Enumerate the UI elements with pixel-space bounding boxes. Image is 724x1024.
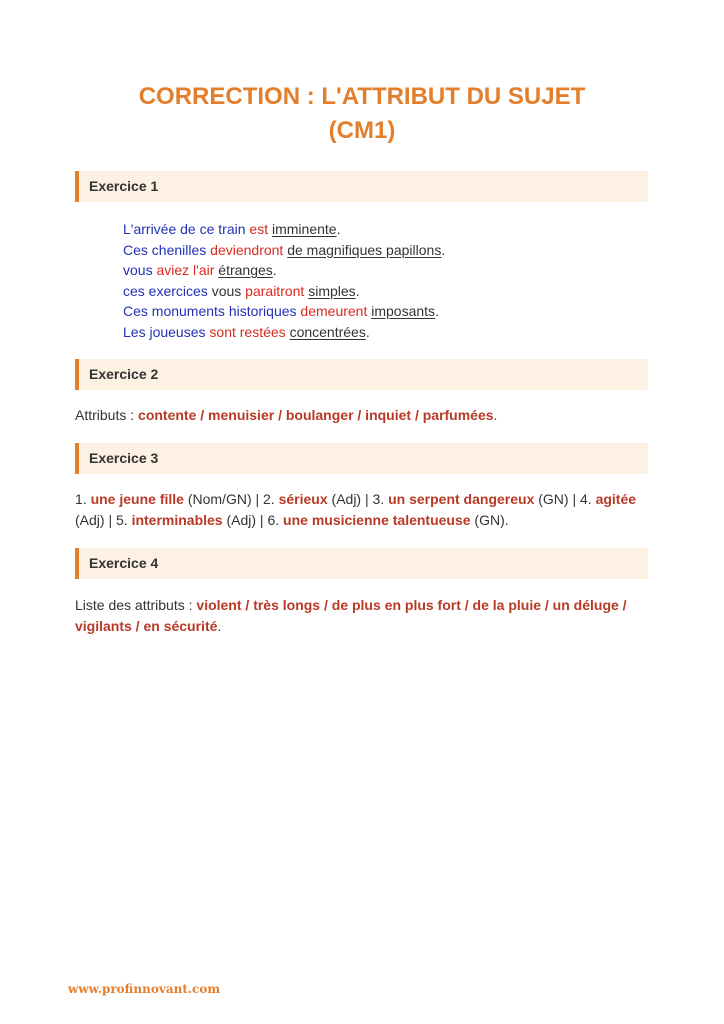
sentence-verb: paraitront	[245, 282, 305, 299]
exercise-4-header	[75, 548, 648, 579]
sentence-line	[123, 260, 445, 281]
item-tag: (GN).	[470, 512, 509, 528]
page-title	[60, 80, 664, 148]
exercise-4-heading: Exercice 4	[89, 555, 159, 571]
exercise-1-heading: Exercice 1	[89, 178, 159, 194]
item-answer: une jeune fille	[90, 491, 184, 507]
sentence-verb: deviendront	[210, 241, 284, 258]
item-number: 3.	[372, 491, 389, 507]
sentence-subject: Ces chenilles	[123, 241, 207, 258]
item-tag: (Adj) |	[222, 512, 268, 528]
sentence-line	[123, 322, 445, 343]
exercise-1-header	[75, 171, 648, 202]
sentence-line	[123, 240, 445, 261]
exercise-3-heading: Exercice 3	[89, 450, 159, 466]
sentence-attribute: de magnifiques papillons	[287, 241, 442, 258]
exercise-3-header	[75, 443, 648, 474]
exercise-4-answer	[75, 595, 650, 637]
exercise-3-answer	[75, 489, 650, 531]
item-answer: sérieux	[278, 491, 328, 507]
sentence-subject: ces exercices	[123, 282, 208, 299]
footer-website-link[interactable]: www.profinnovant.com	[68, 982, 221, 996]
answer-prefix: Liste des attributs :	[75, 597, 197, 613]
answer-prefix: Attributs :	[75, 407, 139, 423]
item-answer: un serpent dangereux	[388, 491, 535, 507]
answer-text: contente / menuisier / boulanger / inquiet / parfumées	[138, 407, 494, 423]
exercise-2-heading: Exercice 2	[89, 366, 159, 382]
sentence-attribute: imposants	[371, 303, 436, 319]
sentence-punct: .	[355, 282, 360, 299]
item-tag: (GN) |	[534, 491, 580, 507]
sentence-subject: L'arrivée de ce train	[123, 221, 246, 237]
title-line-2: (CM1)	[328, 117, 396, 144]
item-number: 1.	[75, 491, 91, 507]
item-number: 6.	[267, 512, 284, 528]
sentence-verb: demeurent	[300, 303, 368, 319]
sentence-attribute: imminente	[271, 221, 337, 237]
sentence-object: vous	[211, 282, 242, 299]
sentence-verb: est	[249, 221, 269, 237]
answer-text: violent / très longs / de plus en plus fort / de la pluie / un déluge / vigilants / en sécurité	[75, 597, 627, 634]
item-tag: (Adj) |	[327, 491, 373, 507]
answer-punct: .	[493, 407, 498, 423]
sentence-punct: .	[435, 303, 439, 319]
sentence-subject: Les joueuses	[123, 323, 206, 340]
sentence-subject: vous	[123, 262, 153, 278]
item-answer: agitée	[595, 491, 637, 507]
sentence-subject: Ces monuments historiques	[123, 303, 297, 319]
item-number: 2.	[263, 491, 279, 507]
item-answer: interminables	[131, 512, 223, 528]
sentence-line	[123, 219, 445, 240]
item-number: 4.	[580, 491, 596, 507]
exercise-2-answer	[75, 405, 650, 426]
sentence-punct: .	[272, 262, 277, 278]
sentence-attribute: étranges	[218, 262, 273, 278]
sentence-verb: aviez l'air	[156, 262, 215, 278]
sentence-verb: sont restées	[209, 323, 286, 340]
sentence-punct: .	[365, 323, 370, 340]
item-tag: (Nom/GN) |	[183, 491, 264, 507]
sentence-line	[123, 281, 445, 302]
item-answer: une musicienne talentueuse	[283, 512, 471, 528]
sentence-punct: .	[336, 221, 341, 237]
sentence-line	[123, 301, 445, 322]
sentence-attribute: concentrées	[289, 323, 366, 340]
answer-punct: .	[217, 618, 222, 634]
item-number: 5.	[115, 512, 132, 528]
item-tag: (Adj) |	[75, 512, 116, 528]
sentence-punct: .	[441, 241, 446, 258]
title-line-1: CORRECTION : L'ATTRIBUT DU SUJET	[138, 83, 586, 110]
exercise-2-header	[75, 359, 648, 390]
sentence-attribute: simples	[308, 282, 356, 299]
exercise-1-sentences	[123, 219, 445, 342]
